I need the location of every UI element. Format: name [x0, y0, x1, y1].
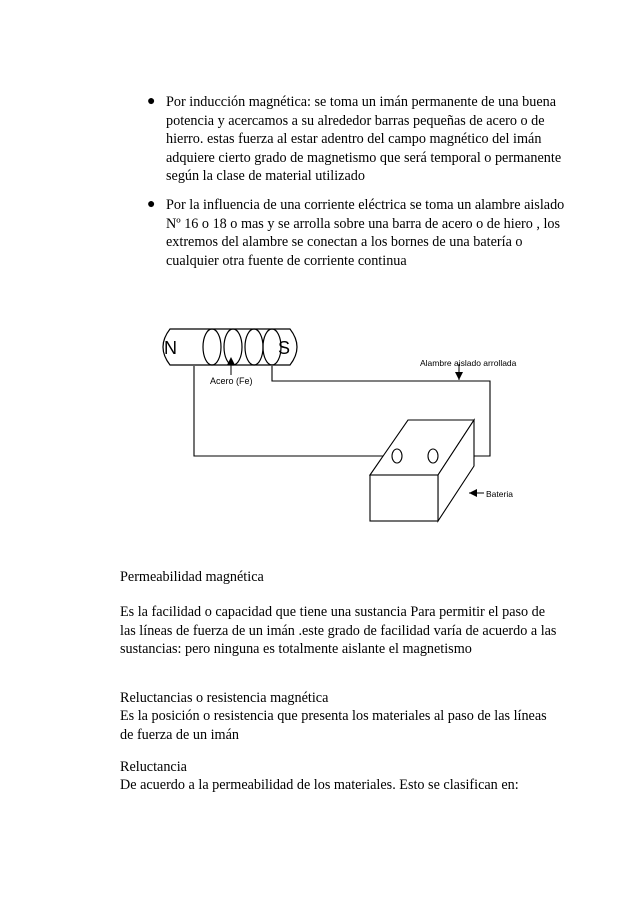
steel-label: Acero (Fe)	[210, 376, 253, 386]
section-permeability-text: Es la facilidad o capacidad que tiene una sustancia Para permitir el paso de las líneas de fuerza de un imán .este grado de facilidad varía de acuerdo a las sustancias: pero ninguna es totalmente aislante el magnetismo	[120, 604, 557, 658]
steel-arrow-head	[227, 357, 235, 365]
bullet-text: Por la influencia de una corriente eléctrica se toma un alambre aislado Nº 16 o 18 o mas y se arrolla sobre una barra de acero o de hiero , los extremos del alambre se conectan a los bornes de una batería o cualquier otra fuente de corriente continua	[166, 197, 565, 269]
wire-arrow-head	[455, 372, 463, 380]
section-reluctance2-text: De acuerdo a la permeabilidad de los materiales. Esto se clasifican en:	[120, 777, 519, 793]
section-permeability-title: Permeabilidad magnética	[120, 569, 264, 585]
wire-label: Alambre aislado arrollada	[420, 358, 517, 368]
bullet-icon: ●	[147, 197, 156, 212]
bullet-text: Por inducción magnética: se toma un imán permanente de una buena potencia y acercamos a su alrededor barras pequeñas de acero o de hierro. estas fuerza al estar adentro del campo magnético del imán adquiere cierto grado de magnetismo que será temporal o permanente según la clase de material utilizado	[166, 94, 562, 185]
battery	[370, 420, 474, 521]
bullet-icon: ●	[147, 94, 156, 109]
south-pole-label: S	[278, 338, 291, 358]
north-pole-label: N	[164, 338, 177, 358]
section-reluctance2-title: Reluctancia	[120, 759, 187, 775]
battery-arrow-head	[469, 489, 477, 497]
section-reluctance-text: Es la posición o resistencia que presenta los materiales al paso de las líneas de fuerza de un imán	[120, 708, 547, 743]
section-reluctance-title: Reluctancias o resistencia magnética	[120, 690, 329, 706]
battery-label: Bateria	[486, 489, 513, 499]
